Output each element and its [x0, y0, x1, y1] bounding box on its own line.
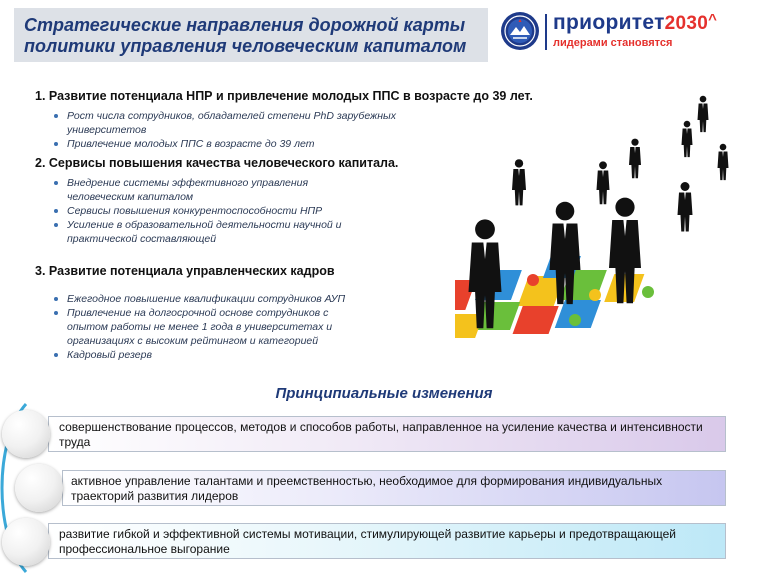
section-2-list: [35, 176, 345, 246]
change-item-1: [48, 416, 726, 452]
logo-separator: [545, 14, 547, 50]
change-marker-circle-3: [2, 518, 50, 566]
logo-caret: ^: [708, 11, 718, 28]
slide-title-line-1: Стратегические направления дорожной карты: [24, 15, 466, 35]
section-2-heading: 2. Сервисы повышения качества человеческого капитала.: [35, 156, 399, 170]
bullet-icon: [54, 311, 58, 315]
list-item: [35, 176, 345, 204]
bullet-icon: [54, 353, 58, 357]
section-1: [35, 89, 533, 151]
list-item: [35, 109, 475, 137]
change-item-3: [48, 523, 726, 559]
bullet-icon: [54, 223, 58, 227]
logo-year: 2030: [664, 13, 709, 34]
change-marker-circle-1: [2, 410, 50, 458]
slide-title-line-2: политики управления человеческим капиталом: [24, 36, 467, 56]
list-item: [35, 204, 345, 218]
logo-brand-text: приоритет: [553, 11, 665, 34]
list-item: [35, 292, 365, 306]
list-item: [35, 218, 345, 246]
list-item-text: Кадровый резерв: [67, 349, 152, 361]
change-item-2: [62, 470, 726, 506]
change-marker-circle-2: [15, 464, 63, 512]
section-3: [35, 264, 475, 362]
slide-title-box: [14, 8, 488, 62]
change-item-3-text: развитие гибкой и эффективной системы мотивации, стимулирующей развитие карьеры и предотвращающей профессиональное выгорание: [59, 527, 676, 556]
list-item-text: Внедрение системы эффективного управления человеческим капиталом: [67, 177, 309, 203]
changes-title: Принципиальные изменения: [275, 385, 493, 402]
bullet-icon: [54, 181, 58, 185]
logo-slogan: лидерами становятся: [553, 37, 673, 49]
list-item: [35, 306, 365, 348]
logo-wordmark: [553, 11, 717, 35]
list-item-text: Усиление в образовательной деятельности научной и практической составляющей: [67, 219, 342, 245]
change-item-1-text: совершенствование процессов, методов и способов работы, направленное на усиление качества и интенсивности труда: [59, 420, 703, 449]
bullet-icon: [54, 297, 58, 301]
change-item-2-text: активное управление талантами и преемственностью, необходимое для формирования индивидуальных траекторий развития лидеров: [71, 474, 663, 503]
section-1-heading: 1. Развитие потенциала НПР и привлечение молодых ППС в возрасте до 39 лет.: [35, 89, 533, 103]
section-3-heading: 3. Развитие потенциала управленческих кадров: [35, 264, 335, 278]
list-item-text: Привлечение молодых ППС в возрасте до 39 лет: [67, 138, 315, 150]
list-item: [35, 348, 365, 362]
bullet-icon: [54, 114, 58, 118]
list-item-text: Ежегодное повышение квалификации сотрудников АУП: [67, 293, 346, 305]
bullet-icon: [54, 209, 58, 213]
list-item-text: Рост числа сотрудников, обладателей степени PhD зарубежных университетов: [67, 110, 397, 136]
bullet-icon: [54, 142, 58, 146]
section-3-list: [35, 292, 365, 362]
list-item: [35, 137, 475, 151]
university-emblem-icon: [500, 11, 540, 51]
list-item-text: Сервисы повышения конкурентоспособности НПР: [67, 205, 323, 217]
list-item-text: Привлечение на долгосрочной основе сотрудников с опытом работы не менее 1 года в университетах и организациях с высоким рейтингом и категорией: [67, 307, 333, 347]
business-people-puzzle-icon: [455, 80, 755, 380]
priority-2030-logo: [500, 8, 762, 56]
section-1-list: [35, 109, 475, 151]
section-2: [35, 156, 475, 246]
